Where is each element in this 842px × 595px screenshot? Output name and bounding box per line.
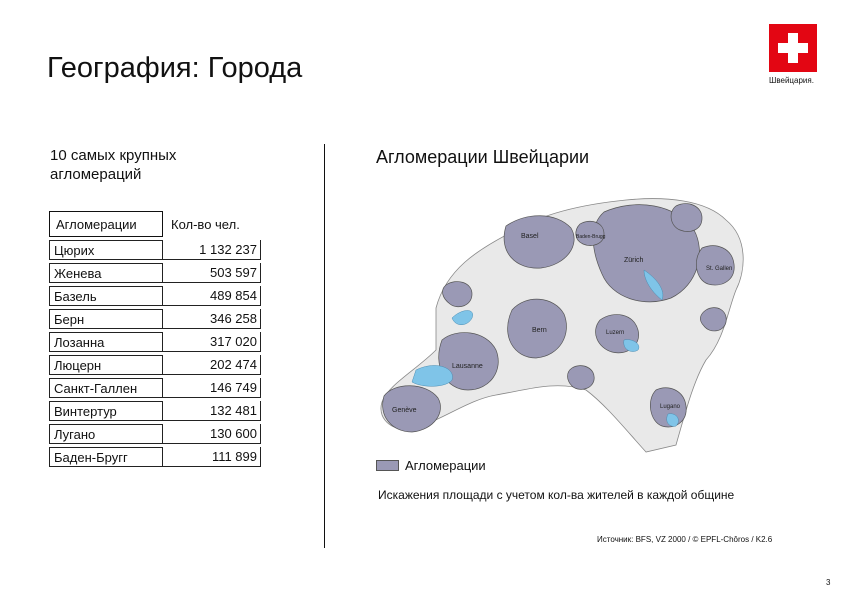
map-label-geneve: Genève [392, 407, 417, 414]
population-cell: 130 600 [163, 424, 261, 444]
table-subtitle: 10 самых крупных агломераций [50, 147, 177, 183]
column-divider [324, 144, 325, 548]
city-cell: Винтертур [49, 401, 163, 421]
map-title: Агломерации Швейцарии [376, 147, 590, 167]
page-title: География: Города [47, 52, 303, 84]
agglomerations-table [49, 208, 261, 470]
map-label-lausanne: Lausanne [452, 363, 483, 370]
population-cell: 317 020 [163, 332, 261, 352]
city-cell: Лугано [49, 424, 163, 444]
map-label-bern: Bern [532, 327, 547, 334]
table-row [49, 332, 261, 352]
swiss-flag-icon [769, 24, 817, 72]
map-label-zurich: Zürich [624, 257, 644, 264]
table-row [49, 447, 261, 467]
city-cell: Санкт-Галлен [49, 378, 163, 398]
map-label-baden: Baden-Brugg [576, 234, 606, 240]
map-label-luzern: Luzern [606, 330, 625, 336]
population-cell: 132 481 [163, 401, 261, 421]
city-cell: Женева [49, 263, 163, 283]
population-cell: 111 899 [163, 447, 261, 467]
city-cell: Лозанна [49, 332, 163, 352]
city-cell: Баден-Бругг [49, 447, 163, 467]
table-header-agglomerations: Агломерации [49, 211, 163, 237]
map-label-basel: Basel [521, 233, 539, 240]
table-row [49, 263, 261, 283]
population-cell: 202 474 [163, 355, 261, 375]
city-cell: Берн [49, 309, 163, 329]
city-cell: Люцерн [49, 355, 163, 375]
table-row [49, 378, 261, 398]
population-cell: 489 854 [163, 286, 261, 306]
agglomeration-small [568, 366, 595, 390]
population-cell: 346 258 [163, 309, 261, 329]
table-row [49, 286, 261, 306]
map-label-stgallen: St. Gallen [706, 266, 733, 272]
table-row [49, 240, 261, 260]
table-row [49, 309, 261, 329]
source-note: Источник: BFS, VZ 2000 / © EPFL-Chôros / K2.6 [597, 535, 773, 544]
table-row [49, 355, 261, 375]
cartogram-map [376, 190, 776, 455]
table-header-population: Кол-во чел. [171, 216, 240, 232]
city-cell: Базель [49, 286, 163, 306]
map-caption: Искажения площади с учетом кол-ва жителей в каждой общине [378, 488, 735, 502]
agglomeration-winterthur [671, 204, 702, 232]
population-cell: 503 597 [163, 263, 261, 283]
table-row [49, 424, 261, 444]
population-cell: 146 749 [163, 378, 261, 398]
legend-swatch [376, 460, 399, 471]
population-cell: 1 132 237 [163, 240, 261, 260]
map-label-lugano: Lugano [660, 404, 681, 410]
map-legend [376, 458, 486, 473]
legend-label: Агломерации [405, 458, 486, 473]
swiss-logo [769, 24, 817, 85]
page-number: 3 [826, 578, 831, 587]
city-cell: Цюрих [49, 240, 163, 260]
logo-brand-text: Швейцария. [769, 76, 814, 85]
table-row [49, 401, 261, 421]
